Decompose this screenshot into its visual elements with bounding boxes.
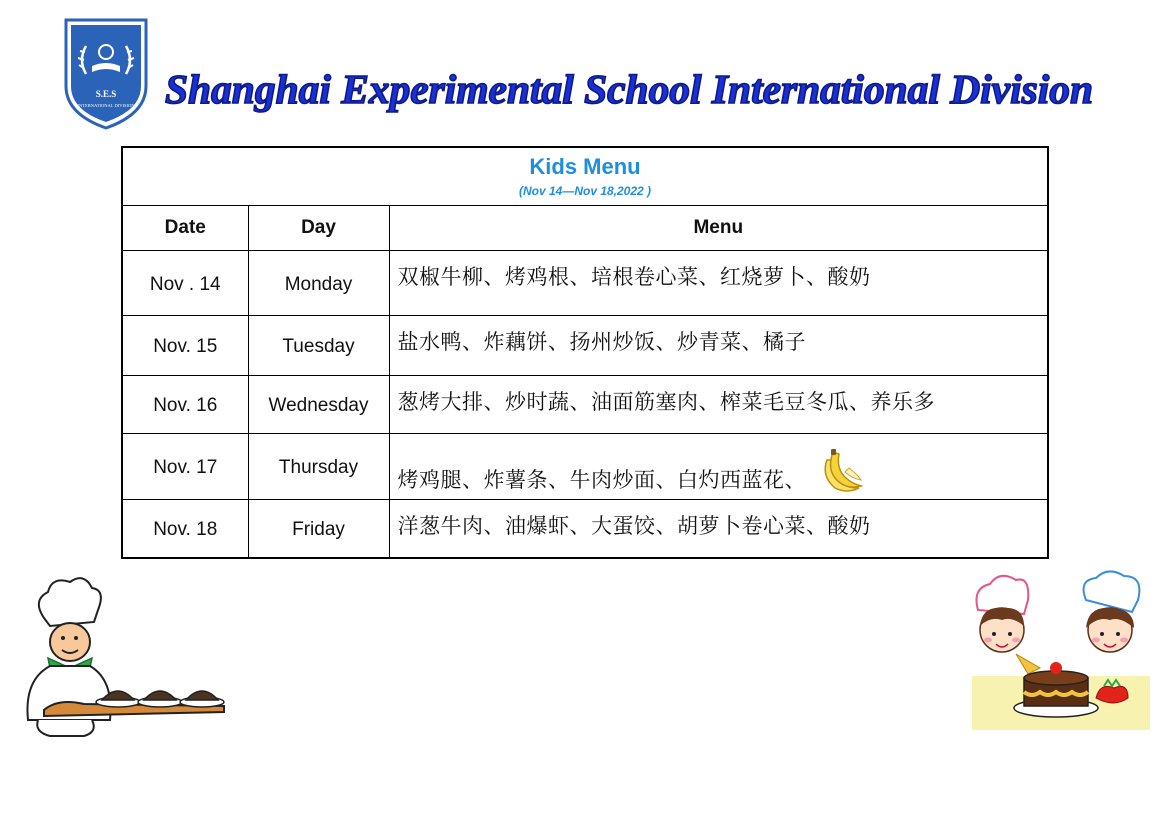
menu-date-range: (Nov 14—Nov 18,2022 )	[518, 184, 652, 198]
column-header-day: Day	[248, 205, 389, 250]
row-menu	[389, 433, 1048, 499]
menu-title: Kids Menu	[529, 154, 641, 179]
chef-illustration	[14, 570, 232, 740]
row-date: Nov. 18	[122, 499, 248, 558]
table-row	[122, 315, 1048, 375]
banana-icon	[817, 446, 865, 494]
row-menu: 双椒牛柳、烤鸡根、培根卷心菜、红烧萝卜、酸奶	[389, 250, 1048, 315]
column-header-date: Date	[122, 205, 248, 250]
table-header-row	[122, 205, 1048, 250]
row-day: Tuesday	[248, 315, 389, 375]
row-date: Nov. 16	[122, 375, 248, 433]
svg-text:INTERNATIONAL DIVISION: INTERNATIONAL DIVISION	[77, 103, 135, 108]
column-header-menu: Menu	[389, 205, 1048, 250]
row-day: Monday	[248, 250, 389, 315]
row-date: Nov . 14	[122, 250, 248, 315]
row-menu: 盐水鸭、炸藕饼、扬州炒饭、炒青菜、橘子	[389, 315, 1048, 375]
kids-menu-table	[121, 146, 1049, 559]
kids-baking-illustration	[968, 570, 1152, 732]
svg-text:S.E.S: S.E.S	[95, 89, 117, 99]
table-row	[122, 250, 1048, 315]
school-name-text: Shanghai Experimental School International Division	[165, 66, 1093, 112]
row-menu: 洋葱牛肉、油爆虾、大蛋饺、胡萝卜卷心菜、酸奶	[389, 499, 1048, 558]
row-menu: 葱烤大排、炒时蔬、油面筋塞肉、榨菜毛豆冬瓜、养乐多	[389, 375, 1048, 433]
row-day: Thursday	[248, 433, 389, 499]
row-day: Wednesday	[248, 375, 389, 433]
row-date: Nov. 15	[122, 315, 248, 375]
row-date: Nov. 17	[122, 433, 248, 499]
row-day: Friday	[248, 499, 389, 558]
table-row	[122, 499, 1048, 558]
table-row	[122, 433, 1048, 499]
row-menu-text: 烤鸡腿、炸薯条、牛肉炒面、白灼西蓝花、	[397, 467, 806, 492]
school-logo	[62, 16, 150, 132]
menu-title-cell	[122, 147, 1048, 205]
school-name	[163, 58, 1103, 118]
table-row	[122, 375, 1048, 433]
school-crest-icon	[62, 16, 150, 132]
